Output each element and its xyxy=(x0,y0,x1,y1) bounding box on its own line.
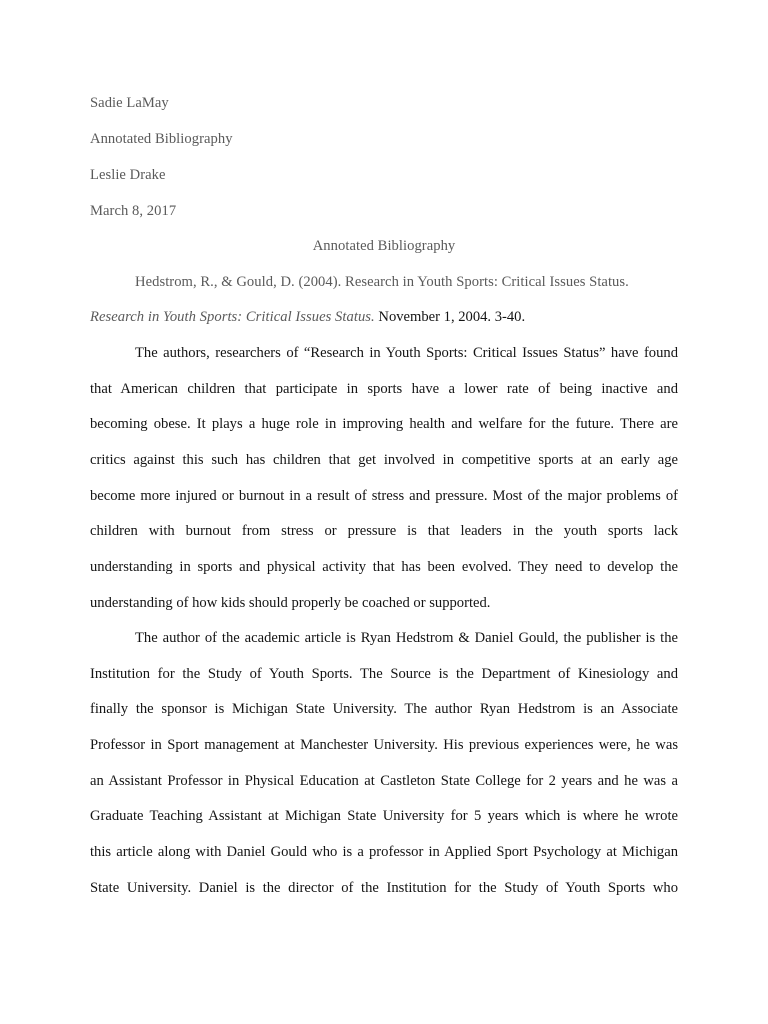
paragraph-2-line: Graduate Teaching Assistant at Michigan State University for 5 years which is where he wrote xyxy=(90,808,678,824)
paragraph-1-line: critics against this such has children that get involved in competitive sports at an early age xyxy=(90,452,678,468)
paragraph-2-line: Institution for the Study of Youth Sports. The Source is the Department of Kinesiology and xyxy=(90,666,678,682)
citation-details: November 1, 2004. 3-40. xyxy=(374,309,526,325)
citation-line-1: Hedstrom, R., & Gould, D. (2004). Research in Youth Sports: Critical Issues Status. xyxy=(135,274,629,290)
paragraph-2-line: this article along with Daniel Gould who is a professor in Applied Sport Psychology at Michigan xyxy=(90,844,678,860)
citation-journal-title: Research in Youth Sports: Critical Issues Status. xyxy=(90,309,375,325)
paragraph-1-line: The authors, researchers of “Research in Youth Sports: Critical Issues Status” have found xyxy=(135,345,678,361)
paragraph-1-line: understanding of how kids should properly be coached or supported. xyxy=(90,595,491,611)
paragraph-2-line: The author of the academic article is Ryan Hedstrom & Daniel Gould, the publisher is the xyxy=(135,630,678,646)
citation-line-2 xyxy=(90,307,525,327)
paragraph-1-line: children with burnout from stress or pressure is that leaders in the youth sports lack xyxy=(90,523,678,539)
paragraph-1-line: that American children that participate in sports have a lower rate of being inactive and xyxy=(90,381,678,397)
paragraph-2-line: Professor in Sport management at Manchester University. His previous experiences were, he was xyxy=(90,737,678,753)
document-title: Annotated Bibliography xyxy=(312,238,456,254)
student-name: Sadie LaMay xyxy=(90,95,169,111)
paragraph-1-line: understanding in sports and physical activity that has been evolved. They need to develop the xyxy=(90,559,678,575)
instructor-name: Leslie Drake xyxy=(90,167,166,183)
paragraph-1-line: become more injured or burnout in a result of stress and pressure. Most of the major problems of xyxy=(90,488,678,504)
assignment-name: Annotated Bibliography xyxy=(90,131,233,147)
paragraph-2-line: an Assistant Professor in Physical Education at Castleton State College for 2 years and he was a xyxy=(90,773,678,789)
paragraph-1-line: becoming obese. It plays a huge role in improving health and welfare for the future. There are xyxy=(90,416,678,432)
paragraph-2-line: finally the sponsor is Michigan State University. The author Ryan Hedstrom is an Associate xyxy=(90,701,678,717)
paragraph-2-line: State University. Daniel is the director of the Institution for the Study of Youth Sports who xyxy=(90,880,678,896)
document-date: March 8, 2017 xyxy=(90,203,177,219)
